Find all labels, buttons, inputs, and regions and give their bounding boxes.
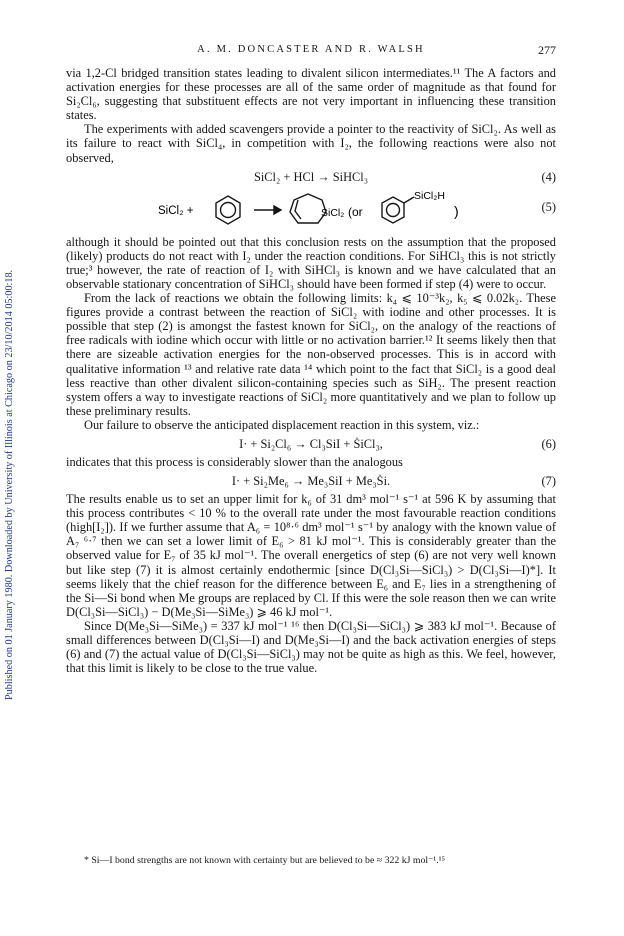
running-head: A. M. DONCASTER AND R. WALSH: [197, 44, 425, 55]
paragraph-8: Since D(Me₃Si—SiMe₃) = 337 kJ mol⁻¹ ¹⁶ then D(Cl₃Si—SiCl₃) ⩾ 383 kJ mol⁻¹. Because of small differences between D(Cl₃Si—I) and D(Me₃Si—I) and the back activation energies of steps (6) and (7) the actual value of D(Cl₃Si—SiCl₃) may not be quite as high as this. We feel, however, that this limit is likely to be close to the true value.: [66, 618, 556, 676]
equation-6: [66, 436, 556, 452]
page-number: 277: [538, 43, 556, 57]
equation-5-structures: [158, 188, 478, 230]
publication-notice: Published on 01 January 1980. Downloaded by University of Illinois at Chicago on 23/10/2014 05:00:18.: [4, 269, 15, 700]
equation-4: [66, 169, 556, 185]
benzene-ring: [216, 196, 240, 224]
phenyl-ring: [382, 197, 414, 223]
equation-5-alternative-close: ): [454, 202, 459, 219]
equation-5-number: (5): [541, 199, 556, 214]
equation-4-number: (4): [541, 169, 556, 184]
equation-5-reactant: SiCl₂ +: [158, 204, 194, 217]
paragraph-1: via 1,2-Cl bridged transition states leading to divalent silicon intermediates.¹¹ The A factors and activation energies for these processes are all of the same order of magnitude as that found for Si₂Cl₆, suggesting that substituent effects are not very important in influencing these transition states.: [66, 66, 556, 123]
paragraph-6: indicates that this process is considerably slower than the analogous: [66, 454, 403, 469]
paragraph-3: although it should be pointed out that this conclusion rests on the assumption that the proposed (likely) products do not react with I₂ under the reaction conditions. For SiHCl₃ this is not strictly true;³ however, the rate of reaction of I₂ with SiHCl₃ is known and we have calculated that an observable stationary concentration of SiHCl₃ should have been formed if step (4) were to occur.: [66, 234, 556, 291]
paragraph-4: From the lack of reactions we obtain the following limits: k₄ ⩽ 10⁻³k₂, k₅ ⩽ 0.02k₂. These figures provide a contrast between the reaction of SiCl₂ with iodine and other processes. It is possible that step (2) is amongst the fastest known for SiCl₂, on the analogy of the reactions of free radicals with iodine which occur with little or no activation barrier.¹² It seems likely then that there are sizeable activation energies for the non-observed processes. This is in accord with qualitative information ¹³ and relative rate data ¹⁴ which point to the fact that SiCl₂ is a good deal less reactive than other divalent silicon-containing species such as SiH₂. The present reaction system offers a way to investigate reactions of SiCl₂ more quantitatively and we plan to follow up these preliminary results.: [66, 291, 556, 418]
page-header: [66, 44, 556, 60]
paragraph-2: The experiments with added scavengers provide a pointer to the reactivity of SiCl₂. As well as its failure to react with SiCl₄, in competition with I₂, the following reactions were also not observed,: [66, 122, 556, 165]
equation-6-expression: I· + Si₂Cl₆ → Cl₃SiI + ṠiCl₃,: [239, 436, 383, 451]
equation-6-number: (6): [541, 436, 556, 451]
article-body: [66, 66, 556, 675]
equation-7-expression: I· + Si₂Me₆ → Me₃SiI + Me₃Ṡi.: [231, 474, 391, 489]
equation-5-product: SiCl₂: [321, 206, 345, 219]
reaction-arrow: [254, 206, 281, 214]
equation-5: [66, 188, 556, 230]
paragraph-7: The results enable us to set an upper limit for k₆ of 31 dm³ mol⁻¹ s⁻¹ at 596 K by assuming that this process contributes < 10 % to the overall rate under the most favourable reaction conditions (high[I₂]). If we further assume that A₆ = 10⁸·⁶ dm³ mol⁻¹ s⁻¹ by analogy with the known value of A₇ ⁶·⁷ then we can set a lower limit of E₆ > 81 kJ mol⁻¹. This is considerably greater than the observed value for E₇ of 35 kJ mol⁻¹. The overall energetics of step (6) are not very well known but like step (7) it is almost certainly endothermic [since D(Cl₃Si—SiCl₃) > D(Cl₃Si—I)*]. It seems likely that the chief reason for the difference between E₆ and E₇ lies in a strengthening of the Si—Si bond when Me groups are replaced by Cl. If this were the sole reason then we can write D(Cl₃Si—SiCl₃) − D(Me₃Si—SiMe₃) ⩾ 46 kJ mol⁻¹.: [66, 492, 556, 619]
paragraph-5: Our failure to observe the anticipated displacement reaction in this system, viz.:: [84, 417, 480, 432]
footnote: * Si—I bond strengths are not known with certainty but are believed to be ≈ 322 kJ mol⁻¹.¹⁵: [84, 855, 446, 866]
equation-5-alternative-open: (or: [348, 204, 363, 219]
publication-sidebar: [4, 80, 22, 700]
equation-7: [66, 473, 556, 489]
equation-4-expression: SiCl₂ + HCl → SiHCl₃: [253, 169, 369, 184]
equation-7-number: (7): [541, 474, 556, 489]
equation-5-alternative-substituent: SiCl₂H: [414, 189, 445, 202]
